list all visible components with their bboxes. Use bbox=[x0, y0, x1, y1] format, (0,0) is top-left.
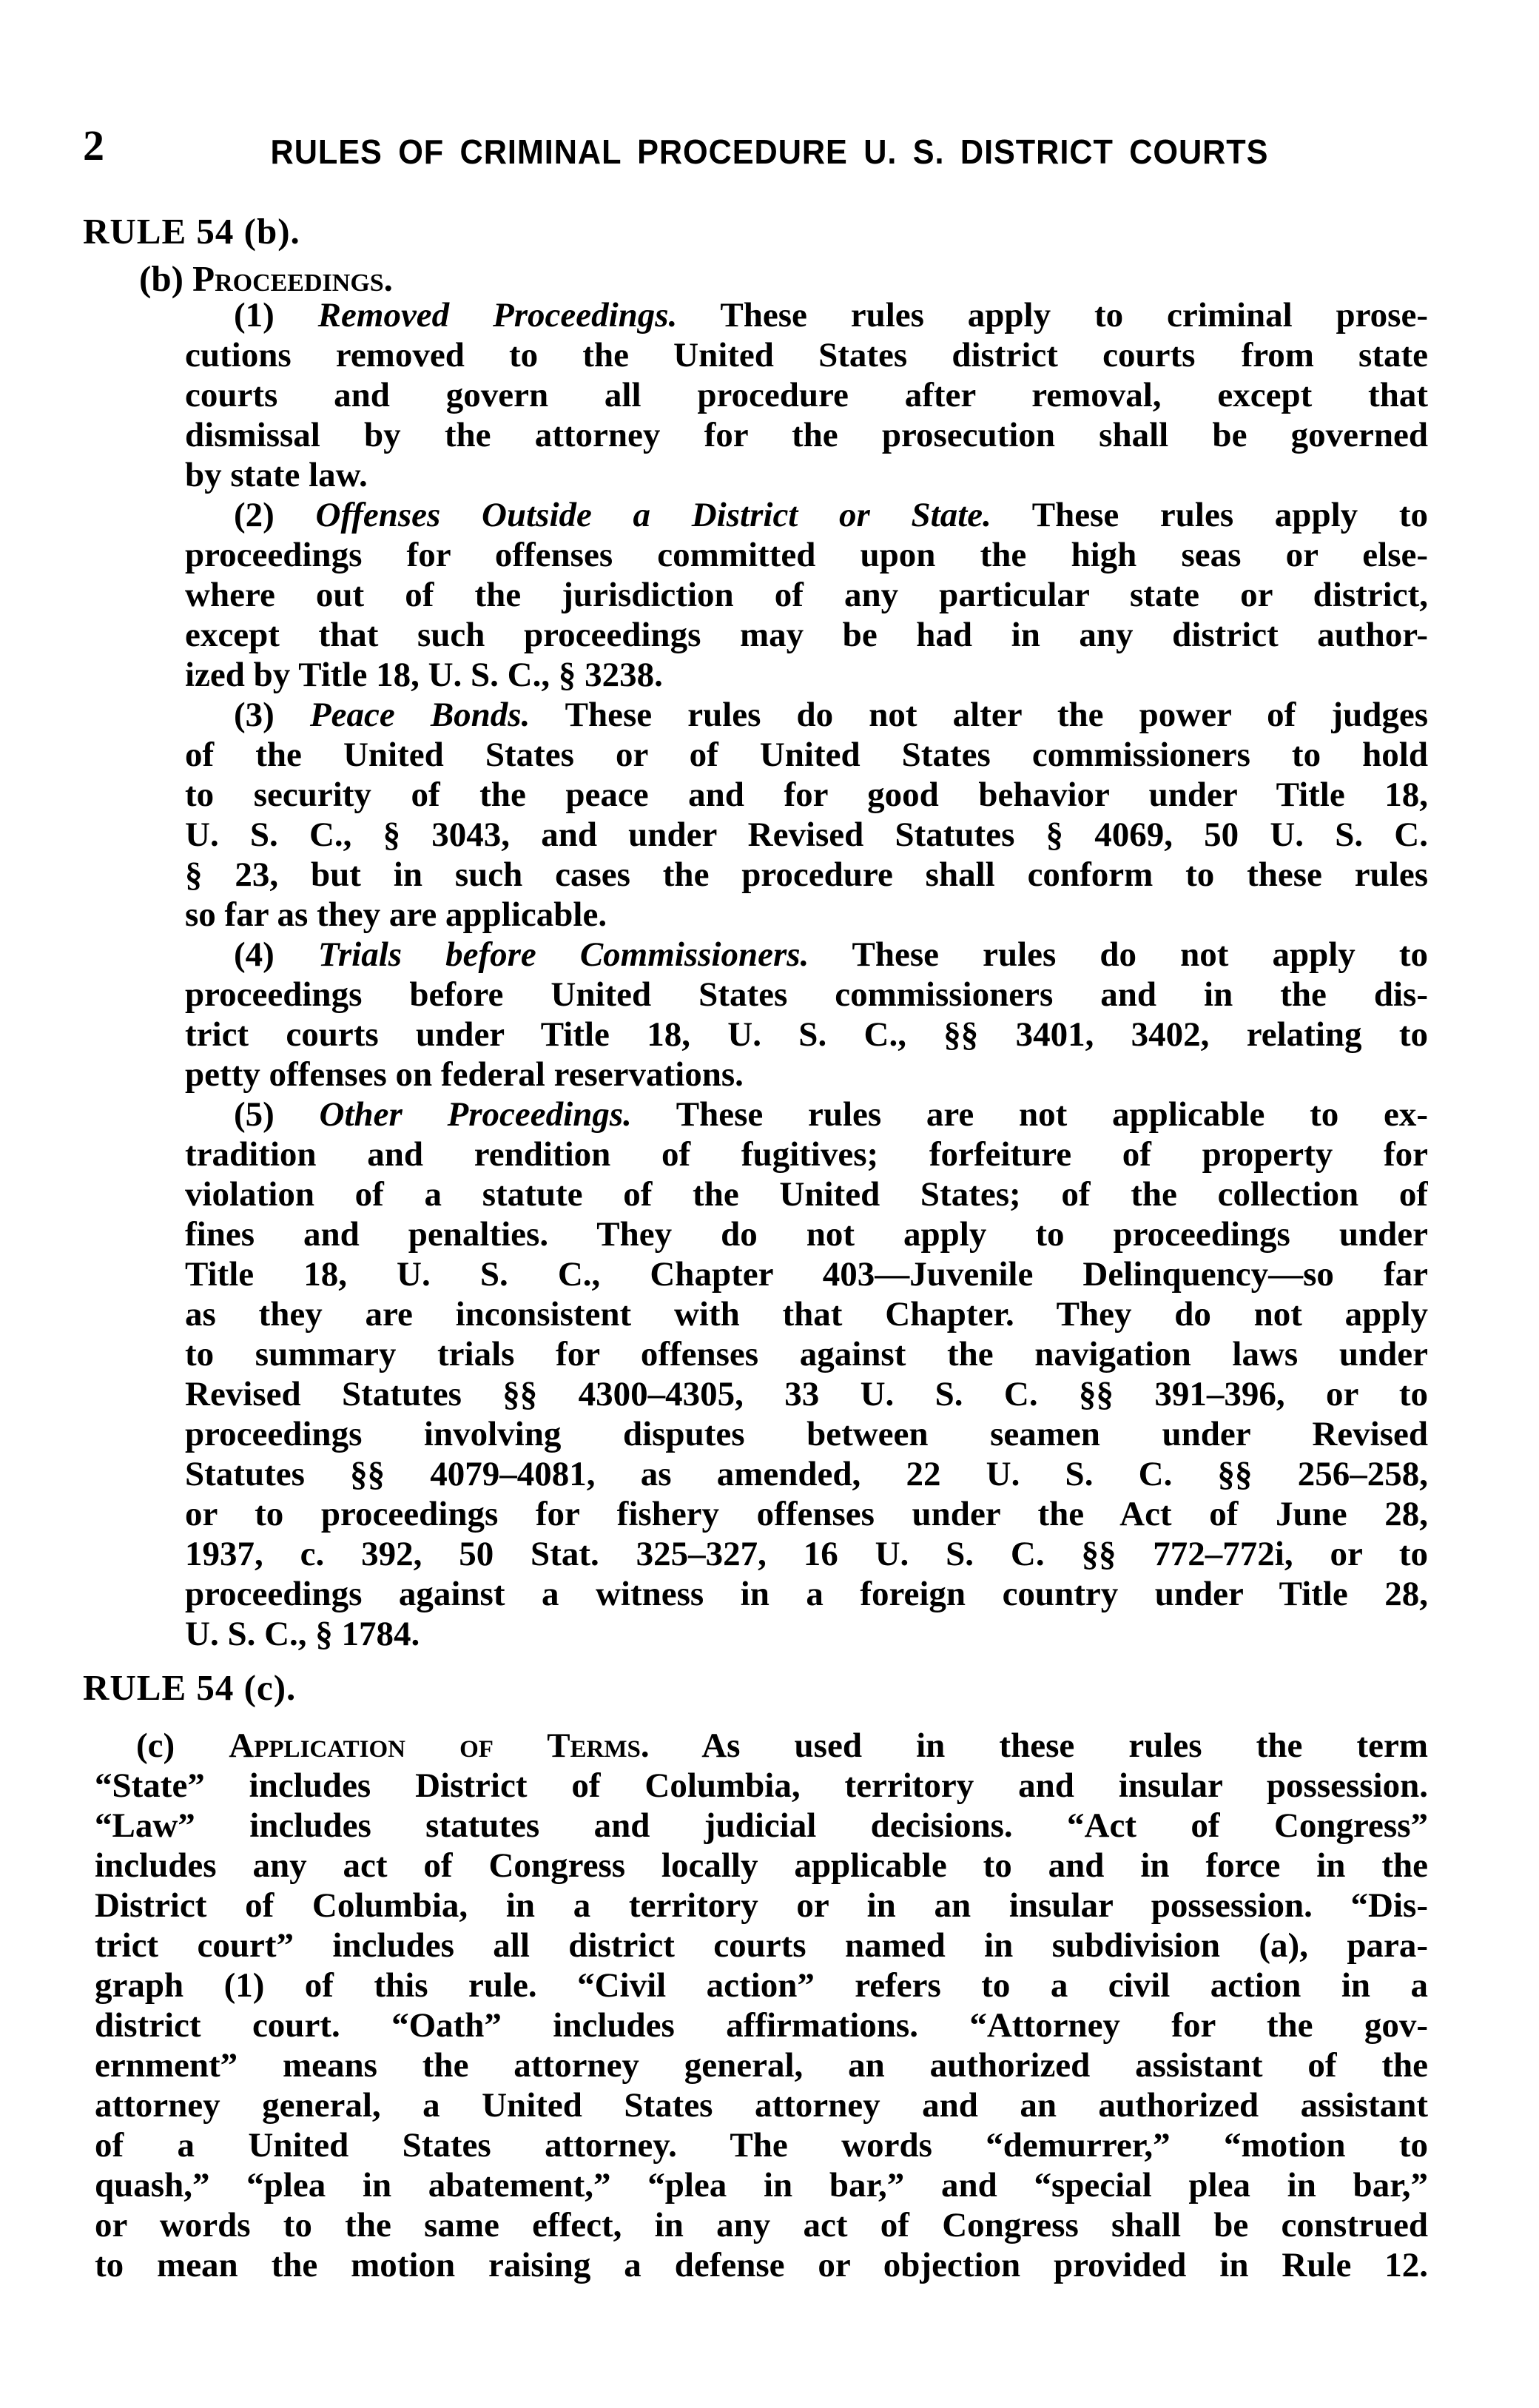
text-line bbox=[95, 1726, 1428, 1766]
text-line bbox=[185, 975, 1428, 1015]
text-run: “Law” includes statutes and judicial decisions. “Act of Congress” bbox=[95, 1806, 1428, 1845]
italic-lead-in: Other Proceedings. bbox=[319, 1095, 632, 1134]
text-line bbox=[95, 2165, 1428, 2205]
text-line bbox=[185, 335, 1428, 375]
text-run: These rules apply to bbox=[991, 496, 1428, 534]
text-run: to security of the peace and for good behavior under Title 18, bbox=[185, 776, 1428, 814]
text-run: trict court” includes all district courts named in subdivision (a), para- bbox=[95, 1926, 1428, 1965]
italic-lead-in: Peace Bonds. bbox=[309, 696, 531, 734]
text-line bbox=[185, 1534, 1428, 1574]
rule-54c-body bbox=[95, 1726, 1428, 2285]
text-line bbox=[95, 2245, 1428, 2285]
text-line bbox=[185, 1494, 1428, 1534]
text-run: Statutes §§ 4079–4081, as amended, 22 U. S. C. §§ 256–258, bbox=[185, 1455, 1428, 1493]
text-line bbox=[185, 455, 1428, 495]
text-run: District of Columbia, in a territory or in an insular possession. “Dis- bbox=[95, 1886, 1428, 1925]
text-run: These rules do not apply to bbox=[809, 935, 1428, 974]
text-run: (3) bbox=[234, 696, 310, 734]
rule-54c-heading: RULE 54 (c). bbox=[83, 1667, 297, 1708]
text-line bbox=[185, 1174, 1428, 1214]
small-caps-title: Application of Terms. bbox=[229, 1726, 650, 1765]
text-run: or words to the same effect, in any act of Congress shall be construed bbox=[95, 2206, 1428, 2244]
text-run: ernment” means the attorney general, an authorized assistant of the bbox=[95, 2046, 1428, 2085]
text-run: or to proceedings for fishery offenses under the Act of June 28, bbox=[185, 1495, 1428, 1533]
text-line bbox=[185, 695, 1428, 735]
subsection-label: (b) bbox=[139, 258, 193, 299]
text-run: except that such proceedings may be had in any district author- bbox=[185, 616, 1428, 654]
paragraph-trials-commissioners bbox=[185, 935, 1428, 1094]
text-line bbox=[185, 375, 1428, 415]
text-run: (c) bbox=[136, 1726, 229, 1765]
text-line bbox=[95, 2045, 1428, 2085]
text-run: tradition and rendition of fugitives; forfeiture of property for bbox=[185, 1135, 1428, 1174]
rule-54b-heading: RULE 54 (b). bbox=[83, 211, 300, 252]
text-run: These rules apply to criminal prose- bbox=[677, 296, 1428, 334]
text-run: includes any act of Congress locally applicable to and in force in the bbox=[95, 1846, 1428, 1885]
text-line bbox=[185, 1254, 1428, 1294]
text-run: proceedings involving disputes between seamen under Revised bbox=[185, 1415, 1428, 1453]
text-run: quash,” “plea in abatement,” “plea in bar,” and “special plea in bar,” bbox=[95, 2166, 1428, 2204]
text-line bbox=[185, 895, 1428, 935]
text-line bbox=[185, 1454, 1428, 1494]
text-line bbox=[185, 935, 1428, 975]
text-line bbox=[185, 1414, 1428, 1454]
subsection-title: Proceedings. bbox=[192, 258, 393, 299]
running-title: RULES OF CRIMINAL PROCEDURE U. S. DISTRICT COURTS bbox=[270, 132, 1269, 171]
text-line bbox=[95, 2205, 1428, 2245]
text-line bbox=[95, 1846, 1428, 1886]
text-run: As used in these rules the term bbox=[649, 1726, 1428, 1765]
text-line bbox=[185, 1574, 1428, 1614]
text-line bbox=[185, 735, 1428, 775]
text-run: of a United States attorney. The words “demurrer,” “motion to bbox=[95, 2126, 1428, 2165]
text-run: U. S. C., § 3043, and under Revised Statutes § 4069, 50 U. S. C. bbox=[185, 815, 1428, 854]
text-run: to summary trials for offenses against the navigation laws under bbox=[185, 1335, 1428, 1373]
text-line bbox=[185, 295, 1428, 335]
rule-54b-subheading bbox=[139, 260, 393, 297]
page-number: 2 bbox=[83, 121, 104, 169]
text-line bbox=[95, 1886, 1428, 1926]
paragraph-removed-proceedings bbox=[185, 295, 1428, 495]
text-line bbox=[185, 1214, 1428, 1254]
rule-54b-body bbox=[185, 295, 1428, 1654]
text-run: courts and govern all procedure after removal, except that bbox=[185, 376, 1428, 414]
text-line bbox=[95, 1806, 1428, 1846]
text-run: ized by Title 18, U. S. C., § 3238. bbox=[185, 656, 663, 694]
paragraph-peace-bonds bbox=[185, 695, 1428, 935]
paragraph-other-proceedings bbox=[185, 1094, 1428, 1654]
text-line bbox=[185, 1294, 1428, 1334]
text-run: (4) bbox=[234, 935, 318, 974]
text-run: from state bbox=[1196, 336, 1428, 374]
text-run: petty offenses on federal reservations. bbox=[185, 1055, 744, 1094]
text-line bbox=[95, 2005, 1428, 2045]
text-run: cutions removed to the bbox=[185, 336, 674, 374]
text-line bbox=[185, 575, 1428, 615]
text-line bbox=[185, 615, 1428, 655]
text-line bbox=[185, 1374, 1428, 1414]
italic-lead-in: Trials before Commissioners. bbox=[317, 935, 809, 974]
text-line bbox=[185, 855, 1428, 895]
text-run: These rules are not applicable to ex- bbox=[631, 1095, 1428, 1134]
text-run: proceedings before United States commissioners and in the dis- bbox=[185, 975, 1428, 1014]
text-line bbox=[185, 1334, 1428, 1374]
red-underlined-phrase: United States district courts bbox=[664, 336, 1196, 375]
text-run: proceedings against a witness in a foreign country under Title 28, bbox=[185, 1575, 1428, 1613]
text-line bbox=[95, 1766, 1428, 1806]
text-line bbox=[185, 1614, 1428, 1654]
text-line bbox=[95, 1965, 1428, 2005]
text-run: attorney general, a United States attorney and an authorized assistant bbox=[95, 2086, 1428, 2125]
text-line bbox=[95, 2125, 1428, 2165]
paragraph-offenses-outside bbox=[185, 495, 1428, 695]
text-run: Revised Statutes §§ 4300–4305, 33 U. S. C. §§ 391–396, or to bbox=[185, 1375, 1428, 1413]
text-run: district court. “Oath” includes affirmations. “Attorney for the gov- bbox=[95, 2006, 1428, 2045]
text-run: dismissal by the attorney for the prosecution shall be governed bbox=[185, 416, 1428, 454]
text-run: violation of a statute of the United States; of the collection of bbox=[185, 1175, 1428, 1214]
text-run: to mean the motion raising a defense or objection provided in Rule 12. bbox=[95, 2246, 1428, 2284]
text-run: where out of the jurisdiction of any particular state or district, bbox=[185, 576, 1428, 614]
text-run: These rules do not alter the power of judges bbox=[530, 696, 1428, 734]
text-run: so far as they are applicable. bbox=[185, 895, 607, 934]
text-line bbox=[185, 1094, 1428, 1134]
text-run: (1) bbox=[234, 296, 318, 334]
text-line bbox=[185, 535, 1428, 575]
text-run: (5) bbox=[234, 1095, 320, 1134]
text-line bbox=[185, 775, 1428, 815]
text-run: “State” includes District of Columbia, territory and insular possession. bbox=[95, 1766, 1428, 1805]
text-run: proceedings for offenses committed upon the high seas or else- bbox=[185, 536, 1428, 574]
text-run: 1937, c. 392, 50 Stat. 325–327, 16 U. S. C. §§ 772–772i, or to bbox=[185, 1535, 1428, 1573]
text-run: by state law. bbox=[185, 456, 368, 494]
text-line bbox=[185, 655, 1428, 695]
text-run: trict courts under Title 18, U. S. C., §§ 3401, 3402, relating to bbox=[185, 1015, 1428, 1054]
text-run: (2) bbox=[234, 496, 316, 534]
text-run: Title 18, U. S. C., Chapter 403—Juvenile Delinquency—so far bbox=[185, 1255, 1428, 1294]
text-line bbox=[185, 415, 1428, 455]
text-run: graph (1) of this rule. “Civil action” refers to a civil action in a bbox=[95, 1966, 1428, 2005]
text-run: of the United States or of United States commissioners to hold bbox=[185, 736, 1428, 774]
text-line bbox=[95, 2085, 1428, 2125]
text-run: § 23, but in such cases the procedure shall conform to these rules bbox=[185, 855, 1428, 894]
italic-lead-in: Removed Proceedings. bbox=[317, 296, 678, 334]
text-line bbox=[185, 815, 1428, 855]
text-run: fines and penalties. They do not apply to proceedings under bbox=[185, 1215, 1428, 1254]
text-line bbox=[185, 1055, 1428, 1094]
text-run: as they are inconsistent with that Chapter. They do not apply bbox=[185, 1295, 1428, 1334]
text-run: U. S. C., § 1784. bbox=[185, 1615, 420, 1653]
text-line bbox=[95, 1926, 1428, 1965]
text-line bbox=[185, 1015, 1428, 1055]
italic-lead-in: Offenses Outside a District or State. bbox=[315, 496, 991, 534]
text-line bbox=[185, 1134, 1428, 1174]
text-line bbox=[185, 495, 1428, 535]
